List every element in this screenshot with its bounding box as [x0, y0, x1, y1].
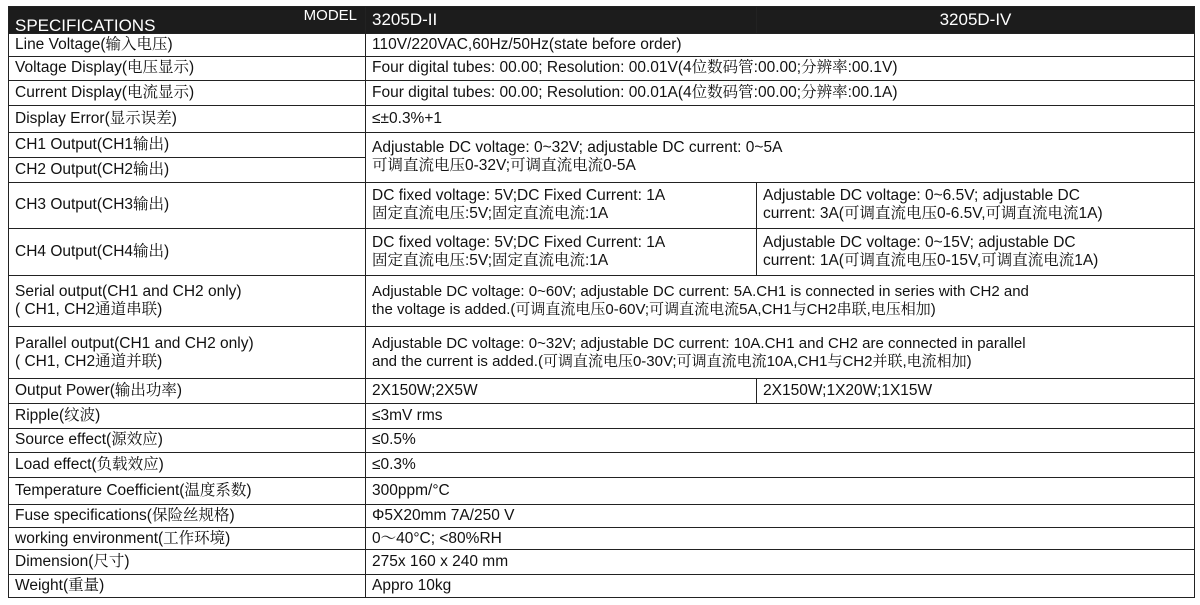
row-value: 300ppm/°C	[366, 478, 1195, 505]
specifications-table	[8, 6, 1195, 598]
table-row	[9, 575, 1195, 598]
model-a-header: 3205D-II	[366, 7, 757, 34]
row-value: 275x 160 x 240 mm	[366, 550, 1195, 575]
row-value	[366, 133, 1195, 183]
value-line: Adjustable DC voltage: 0~15V; adjustable DC	[763, 233, 1076, 251]
row-value: ≤3mV rms	[366, 403, 1195, 428]
row-value-b	[757, 182, 1195, 228]
row-label: Current Display(电流显示)	[9, 81, 366, 106]
row-label	[9, 275, 366, 327]
row-value: Φ5X20mm 7A/250 V	[366, 504, 1195, 527]
table-row	[9, 133, 1195, 158]
table-row	[9, 81, 1195, 106]
table-row	[9, 33, 1195, 56]
value-line: Adjustable DC voltage: 0~6.5V; adjustable DC	[763, 187, 1080, 205]
table-row	[9, 182, 1195, 228]
row-label: CH2 Output(CH2输出)	[9, 157, 366, 182]
table-row	[9, 378, 1195, 403]
label-line: Parallel output(CH1 and CH2 only)	[15, 334, 254, 352]
model-b-header: 3205D-IV	[757, 7, 1195, 34]
table-row	[9, 453, 1195, 478]
row-label: working environment(工作环境)	[9, 527, 366, 550]
table-row	[9, 275, 1195, 327]
table-row	[9, 403, 1195, 428]
row-value-b	[757, 229, 1195, 275]
table-row	[9, 327, 1195, 379]
value-line: Adjustable DC voltage: 0~32V; adjustable DC current: 0~5A	[372, 139, 783, 157]
row-label: CH3 Output(CH3输出)	[9, 182, 366, 228]
specifications-label: SPECIFICATIONS	[15, 15, 156, 34]
row-label: Load effect(负载效应)	[9, 453, 366, 478]
row-label	[9, 327, 366, 379]
row-value: ≤0.5%	[366, 428, 1195, 453]
row-label: Weight(重量)	[9, 575, 366, 598]
table-row	[9, 527, 1195, 550]
row-value: Four digital tubes: 00.00; Resolution: 00.01A(4位数码管:00.00;分辨率:00.1A)	[366, 81, 1195, 106]
value-line: 固定直流电压:5V;固定直流电流:1A	[372, 251, 609, 269]
value-line: 固定直流电压:5V;固定直流电流:1A	[372, 205, 609, 223]
value-line: the voltage is added.(可调直流电压0-60V;可调直流电流5A,CH1与CH2串联,电压相加)	[372, 300, 936, 318]
row-value-a	[366, 229, 757, 275]
label-line: ( CH1, CH2通道串联)	[15, 300, 163, 318]
table-row	[9, 56, 1195, 81]
header-row	[9, 7, 1195, 34]
value-line: current: 1A(可调直流电压0-15V,可调直流电流1A)	[763, 251, 1099, 269]
value-line: Adjustable DC voltage: 0~32V; adjustable DC current: 10A.CH1 and CH2 are connected in parallel	[372, 334, 1026, 352]
value-line: Adjustable DC voltage: 0~60V; adjustable DC current: 5A.CH1 is connected in series with CH2 and	[372, 282, 1029, 300]
row-value: 0～40°C; <80%RH	[366, 527, 1195, 550]
table-row	[9, 550, 1195, 575]
row-label: Line Voltage(输入电压)	[9, 33, 366, 56]
value-line: DC fixed voltage: 5V;DC Fixed Current: 1A	[372, 233, 666, 251]
row-value: Appro 10kg	[366, 575, 1195, 598]
table-row	[9, 106, 1195, 133]
row-value-a	[366, 182, 757, 228]
value-line: current: 3A(可调直流电压0-6.5V,可调直流电流1A)	[763, 205, 1103, 223]
table-row	[9, 229, 1195, 275]
table-row	[9, 428, 1195, 453]
table-row	[9, 504, 1195, 527]
row-label: Voltage Display(电压显示)	[9, 56, 366, 81]
row-label: Display Error(显示误差)	[9, 106, 366, 133]
row-label: Output Power(输出功率)	[9, 378, 366, 403]
row-value-b: 2X150W;1X20W;1X15W	[757, 378, 1195, 403]
row-label: CH4 Output(CH4输出)	[9, 229, 366, 275]
row-label: Temperature Coefficient(温度系数)	[9, 478, 366, 505]
label-line: ( CH1, CH2通道并联)	[15, 352, 163, 370]
row-value: Four digital tubes: 00.00; Resolution: 00.01V(4位数码管:00.00;分辨率:00.1V)	[366, 56, 1195, 81]
specifications-header	[9, 7, 366, 34]
row-value: 110V/220VAC,60Hz/50Hz(state before order)	[366, 33, 1195, 56]
value-line: DC fixed voltage: 5V;DC Fixed Current: 1A	[372, 187, 666, 205]
row-value-a: 2X150W;2X5W	[366, 378, 757, 403]
table-row	[9, 478, 1195, 505]
model-label: MODEL	[303, 7, 357, 24]
row-value: ≤0.3%	[366, 453, 1195, 478]
row-value	[366, 275, 1195, 327]
label-line: Serial output(CH1 and CH2 only)	[15, 282, 242, 300]
row-value: ≤±0.3%+1	[366, 106, 1195, 133]
row-value	[366, 327, 1195, 379]
row-label: Ripple(纹波)	[9, 403, 366, 428]
row-label: Source effect(源效应)	[9, 428, 366, 453]
value-line: 可调直流电压0-32V;可调直流电流0-5A	[372, 157, 636, 175]
value-line: and the current is added.(可调直流电压0-30V;可调直流电流10A,CH1与CH2并联,电流相加)	[372, 352, 972, 370]
row-label: Fuse specifications(保险丝规格)	[9, 504, 366, 527]
row-label: CH1 Output(CH1输出)	[9, 133, 366, 158]
row-label: Dimension(尺寸)	[9, 550, 366, 575]
